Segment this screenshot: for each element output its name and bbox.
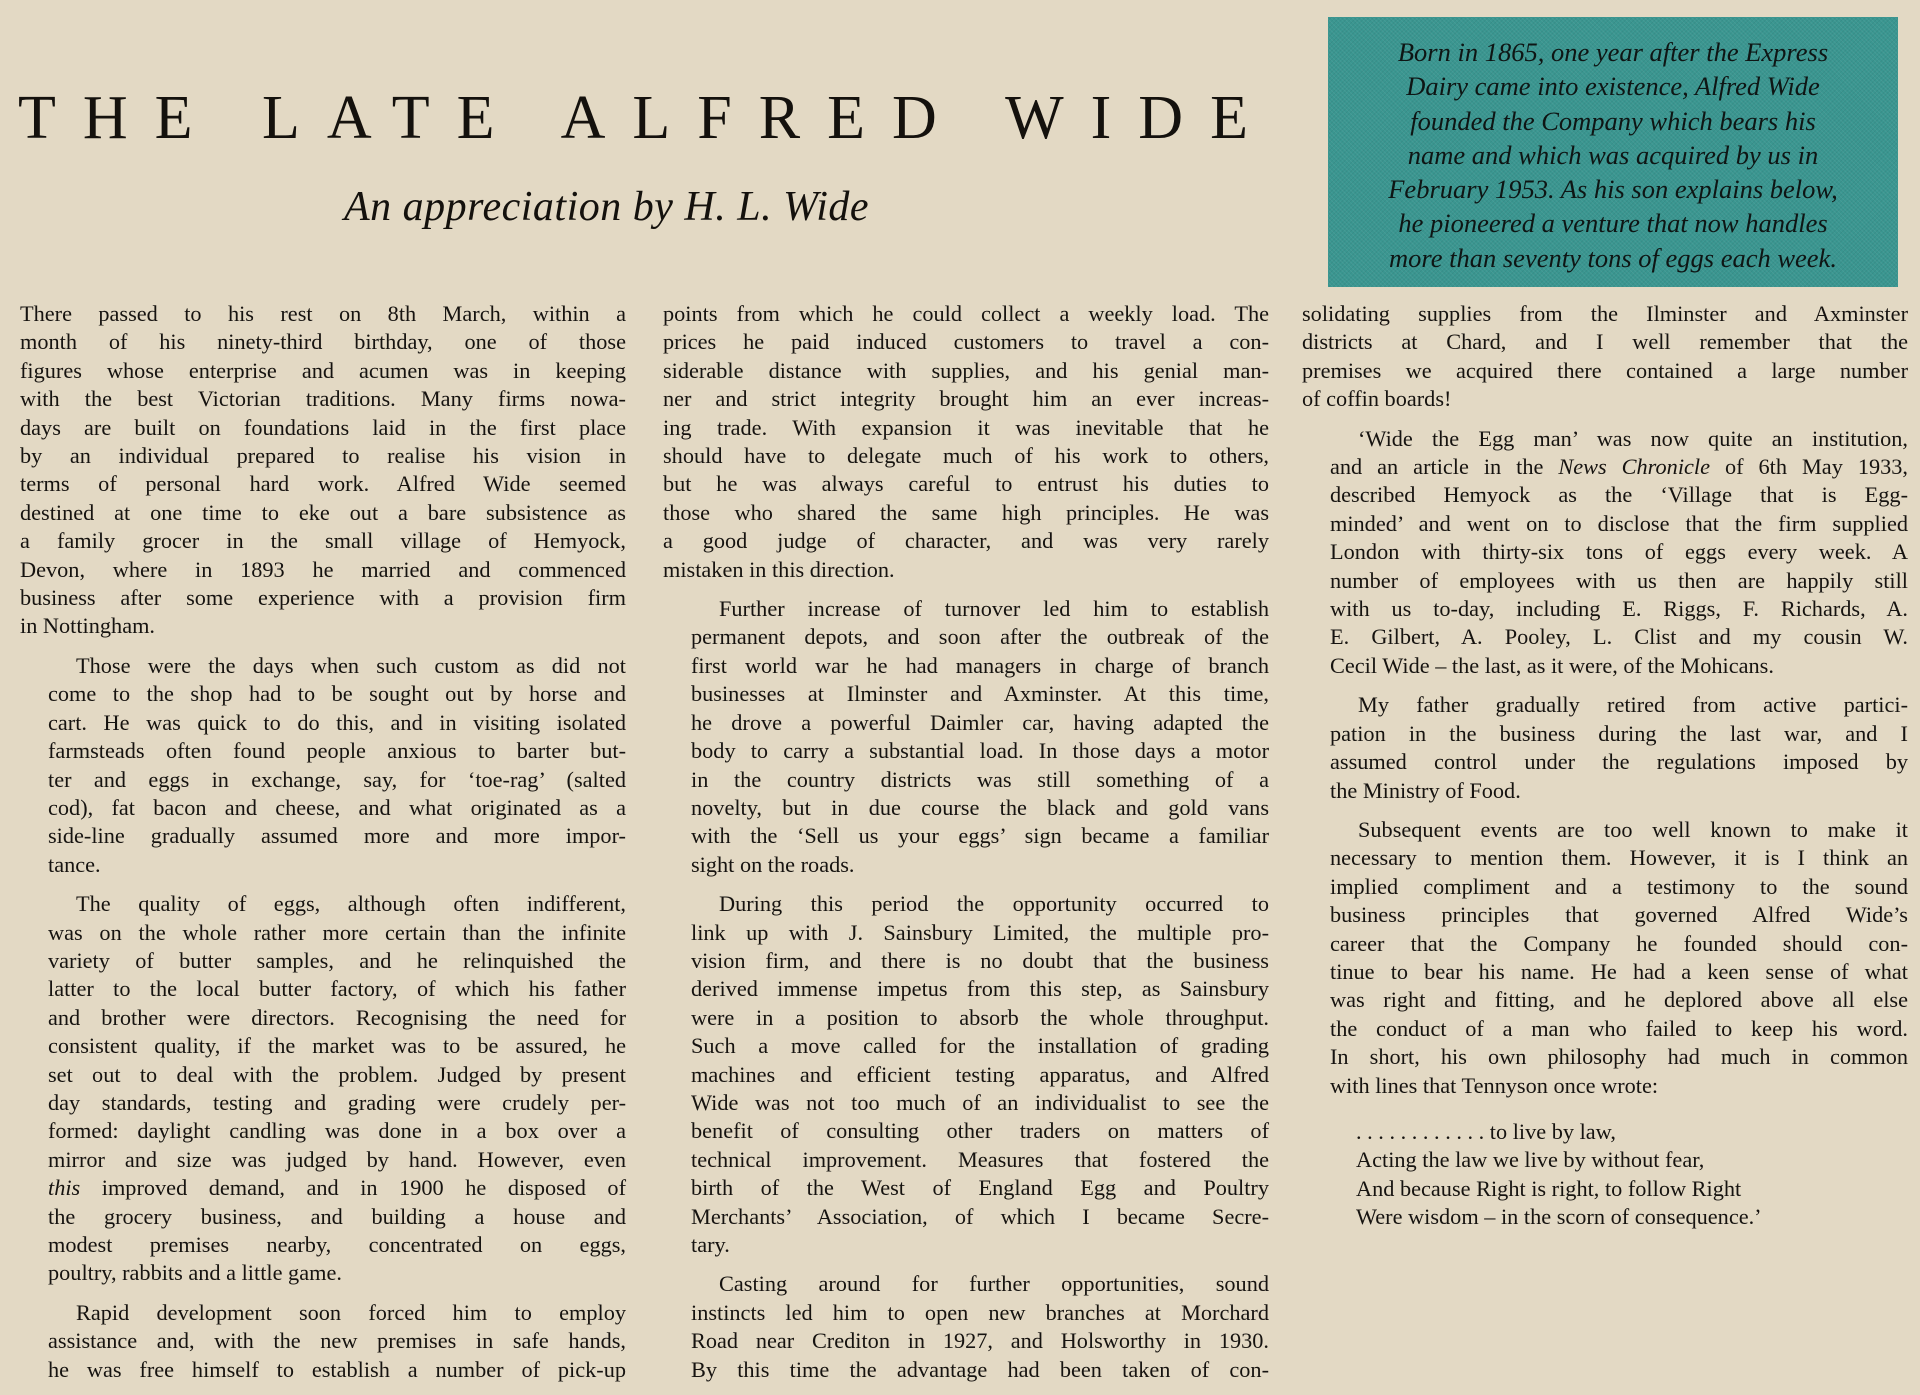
text-line: body to carry a substantial load. In those days a motor (691, 738, 1269, 764)
text-line: In short, his own philosophy had much in common (1330, 1044, 1908, 1070)
text-line: siderable distance with supplies, and his genial man- (663, 357, 1269, 383)
text-line: Cecil Wide – the last, as it were, of the Mohicans. (1330, 652, 1774, 678)
text-line: businesses at Ilminster and Axminster. At this time, (691, 681, 1269, 707)
paragraph (20, 1299, 626, 1384)
paragraph (1302, 816, 1908, 1100)
text-line: those who shared the same high principles. He was (663, 499, 1269, 525)
text-line: birth of the West of England Egg and Poultry (691, 1175, 1269, 1201)
text-line: necessary to mention them. However, it is I think an (1330, 845, 1908, 871)
text-line: business after some experience with a provision firm (20, 585, 626, 611)
callout-line: he pioneered a venture that now handles (1398, 208, 1828, 239)
callout-line: more than seventy tons of eggs each week. (1389, 242, 1837, 273)
callout-line: founded the Company which bears his (1410, 105, 1816, 136)
callout-line: Dairy came into existence, Alfred Wide (1406, 71, 1820, 102)
paragraph (663, 595, 1269, 879)
text-line: farmsteads often found people anxious to barter but- (48, 738, 626, 764)
text-line: a good judge of character, and was very rarely (663, 528, 1269, 554)
text-line: were in a position to absorb the whole throughput. (691, 1004, 1269, 1030)
text-line: Further increase of turnover led him to establish (719, 596, 1269, 622)
text-line: but he was always careful to entrust his duties to (663, 471, 1269, 497)
text-line: business principles that governed Alfred Wide’s (1330, 902, 1908, 928)
text-line: ter and eggs in exchange, say, for ‘toe-rag’ (salted (48, 766, 626, 792)
text-line: prices he paid induced customers to travel a con- (663, 329, 1269, 355)
paragraph (20, 652, 626, 879)
text-line: month of his ninety-third birthday, one of those (20, 329, 626, 355)
poem-line: Acting the law we live by without fear, (1356, 1147, 1705, 1173)
text-line: described Hemyock as the ‘Village that is Egg- (1330, 482, 1908, 508)
text-line: machines and efficient testing apparatus, and Alfred (691, 1061, 1269, 1087)
text-line: ‘Wide the Egg man’ was now quite an institution, (1358, 425, 1908, 451)
text-line: pation in the business during the last war, and I (1330, 720, 1908, 746)
text-line: modest premises nearby, concentrated on eggs, (48, 1232, 626, 1257)
text-line: should have to delegate much of his work to others, (663, 443, 1269, 469)
text-line: by an individual prepared to realise his vision in (20, 443, 626, 469)
callout-line: name and which was acquired by us in (1407, 139, 1819, 170)
text-line: Devon, where in 1893 he married and commenced (20, 556, 626, 582)
text-line: By this time the advantage had been taken of con- (691, 1356, 1269, 1382)
text-line: terms of personal hard work. Alfred Wide seemed (20, 471, 626, 497)
text-line: variety of butter samples, and he relinquished the (48, 947, 626, 973)
text-line: the Ministry of Food. (1330, 777, 1521, 803)
text-line: was right and fitting, and he deplored above all else (1330, 987, 1908, 1013)
poem-line: . . . . . . . . . . . . to live by law, (1356, 1118, 1616, 1144)
text-line: poultry, rabbits and a little game. (48, 1260, 342, 1286)
text-line: a family grocer in the small village of Hemyock, (20, 528, 626, 554)
text-line: E. Gilbert, A. Pooley, L. Clist and my cousin W. (1330, 624, 1908, 650)
text-line: in the country districts was still something of a (691, 766, 1269, 792)
text-line: of coffin boards! (1302, 386, 1452, 412)
text-line: Those were the days when such custom as did not (76, 652, 626, 678)
text-line: Casting around for further opportunities, sound (719, 1271, 1269, 1297)
text-line: with the ‘Sell us your eggs’ sign became a familiar (691, 823, 1269, 849)
text-line: tance. (48, 851, 101, 877)
text-line: minded’ and went on to disclose that the firm supplied (1330, 510, 1908, 536)
paragraph (663, 890, 1269, 1259)
text-line: Subsequent events are too well known to make it (1358, 816, 1908, 842)
text-line: instincts led him to open new branches at Morchard (691, 1299, 1269, 1325)
paragraph (663, 1270, 1269, 1384)
text-line: formed: daylight candling was done in a box over a (48, 1118, 626, 1144)
tennyson-quote (1356, 1118, 1908, 1232)
text-line: the grocery business, and building a house and (48, 1203, 626, 1229)
text-line: assistance and, with the new premises in safe hands, (48, 1328, 626, 1354)
callout-line: February 1953. As his son explains below, (1388, 174, 1838, 205)
text-line: Wide was not too much of an individualist to see the (691, 1089, 1269, 1115)
emphasis: this (48, 1175, 81, 1201)
text-column-3 (1302, 300, 1908, 1232)
text-line: novelty, but in due course the black and gold vans (691, 794, 1269, 820)
text-line: permanent depots, and soon after the outbreak of the (691, 624, 1269, 650)
text-line: mirror and size was judged by hand. However, even (48, 1146, 626, 1172)
text-line: My father gradually retired from active partici- (1358, 692, 1908, 718)
text-line: with the best Victorian traditions. Many firms nowa- (20, 386, 626, 412)
article-byline: An appreciation by H. L. Wide (344, 184, 870, 230)
paragraph (663, 300, 1269, 584)
text-line: tinue to bear his name. He had a keen sense of what (1330, 958, 1908, 984)
text-line: side-line gradually assumed more and more impor- (48, 823, 626, 849)
poem-line: Were wisdom – in the scorn of consequence.’ (1356, 1204, 1762, 1230)
text-line: implied compliment and a testimony to the sound (1330, 873, 1908, 899)
article-title: THE LATE ALFRED WIDE (18, 84, 1275, 152)
text-line: the conduct of a man who failed to keep his word. (1330, 1015, 1908, 1041)
text-line: vision firm, and there is no doubt that the business (691, 947, 1269, 973)
text-line: number of employees with us then are happily still (1330, 567, 1908, 593)
text-line: in Nottingham. (20, 613, 156, 639)
text-line: Road near Crediton in 1927, and Holsworthy in 1930. (691, 1328, 1269, 1354)
text-line: this improved demand, and in 1900 he disposed of (48, 1175, 626, 1201)
text-line: consistent quality, if the market was to be assured, he (48, 1033, 626, 1059)
text-line: points from which he could collect a weekly load. The (663, 301, 1269, 326)
text-line: solidating supplies from the Ilminster and Axminster (1302, 301, 1908, 326)
text-line: Such a move called for the installation of grading (691, 1033, 1269, 1059)
text-line: day standards, testing and grading were crudely per- (48, 1089, 626, 1115)
text-line: link up with J. Sainsbury Limited, the multiple pro- (691, 919, 1269, 945)
text-line: he drove a powerful Daimler car, having adapted the (691, 709, 1269, 735)
text-line: districts at Chard, and I well remember that the (1302, 329, 1908, 355)
text-line: technical improvement. Measures that fostered the (691, 1146, 1269, 1172)
text-line: career that the Company he founded should con- (1330, 930, 1908, 956)
text-line: benefit of consulting other traders on matters of (691, 1118, 1269, 1144)
text-line: ing trade. With expansion it was inevitable that he (663, 414, 1269, 440)
paragraph (1302, 300, 1908, 414)
text-line: destined at one time to eke out a bare subsistence as (20, 499, 626, 525)
text-line: with us to-day, including E. Riggs, F. Richards, A. (1330, 596, 1908, 622)
text-line: derived immense impetus from this step, as Sainsbury (691, 976, 1269, 1002)
text-column-1 (20, 300, 626, 1395)
text-line: first world war he had managers in charge of branch (691, 652, 1269, 678)
text-line: The quality of eggs, although often indifferent, (76, 891, 626, 917)
text-line: There passed to his rest on 8th March, within a (20, 301, 626, 326)
text-line: latter to the local butter factory, of which his father (48, 976, 626, 1002)
text-line: set out to deal with the problem. Judged by present (48, 1061, 626, 1087)
text-column-2 (663, 300, 1269, 1395)
text-line: cart. He was quick to do this, and in visiting isolated (48, 709, 626, 735)
emphasis: News Chronicle (1558, 454, 1711, 480)
text-line: Rapid development soon forced him to employ (76, 1299, 626, 1325)
text-line: was on the whole rather more certain than the infinite (48, 919, 626, 945)
text-line: tary. (691, 1232, 730, 1257)
text-line: come to the shop had to be sought out by horse and (48, 681, 626, 707)
paragraph (20, 890, 626, 1288)
poem-line: And because Right is right, to follow Right (1356, 1175, 1742, 1201)
text-line: mistaken in this direction. (663, 556, 895, 582)
text-line: and brother were directors. Recognising the need for (48, 1004, 626, 1030)
text-line: with lines that Tennyson once wrote: (1330, 1072, 1659, 1098)
text-line: assumed control under the regulations imposed by (1330, 749, 1908, 775)
paragraph (20, 300, 626, 641)
text-line: London with thirty-six tons of eggs every week. A (1330, 539, 1908, 565)
text-line: Merchants’ Association, of which I became Secre- (691, 1203, 1269, 1229)
text-line: he was free himself to establish a number of pick-up (48, 1356, 626, 1382)
paragraph (1302, 691, 1908, 805)
text-line: and an article in the News Chronicle of 6th May 1933, (1330, 454, 1908, 480)
text-line: During this period the opportunity occurred to (719, 891, 1269, 917)
text-line: figures whose enterprise and acumen was in keeping (20, 357, 626, 383)
text-line: days are built on foundations laid in the first place (20, 414, 626, 440)
text-line: premises we acquired there contained a large number (1302, 357, 1908, 383)
text-line: cod), fat bacon and cheese, and what originated as a (48, 794, 626, 820)
paragraph (1302, 425, 1908, 681)
callout-line: Born in 1865, one year after the Express (1397, 37, 1829, 67)
text-line: sight on the roads. (691, 851, 855, 877)
text-line: ner and strict integrity brought him an ever increas- (663, 386, 1269, 412)
intro-callout-box (1328, 17, 1898, 287)
